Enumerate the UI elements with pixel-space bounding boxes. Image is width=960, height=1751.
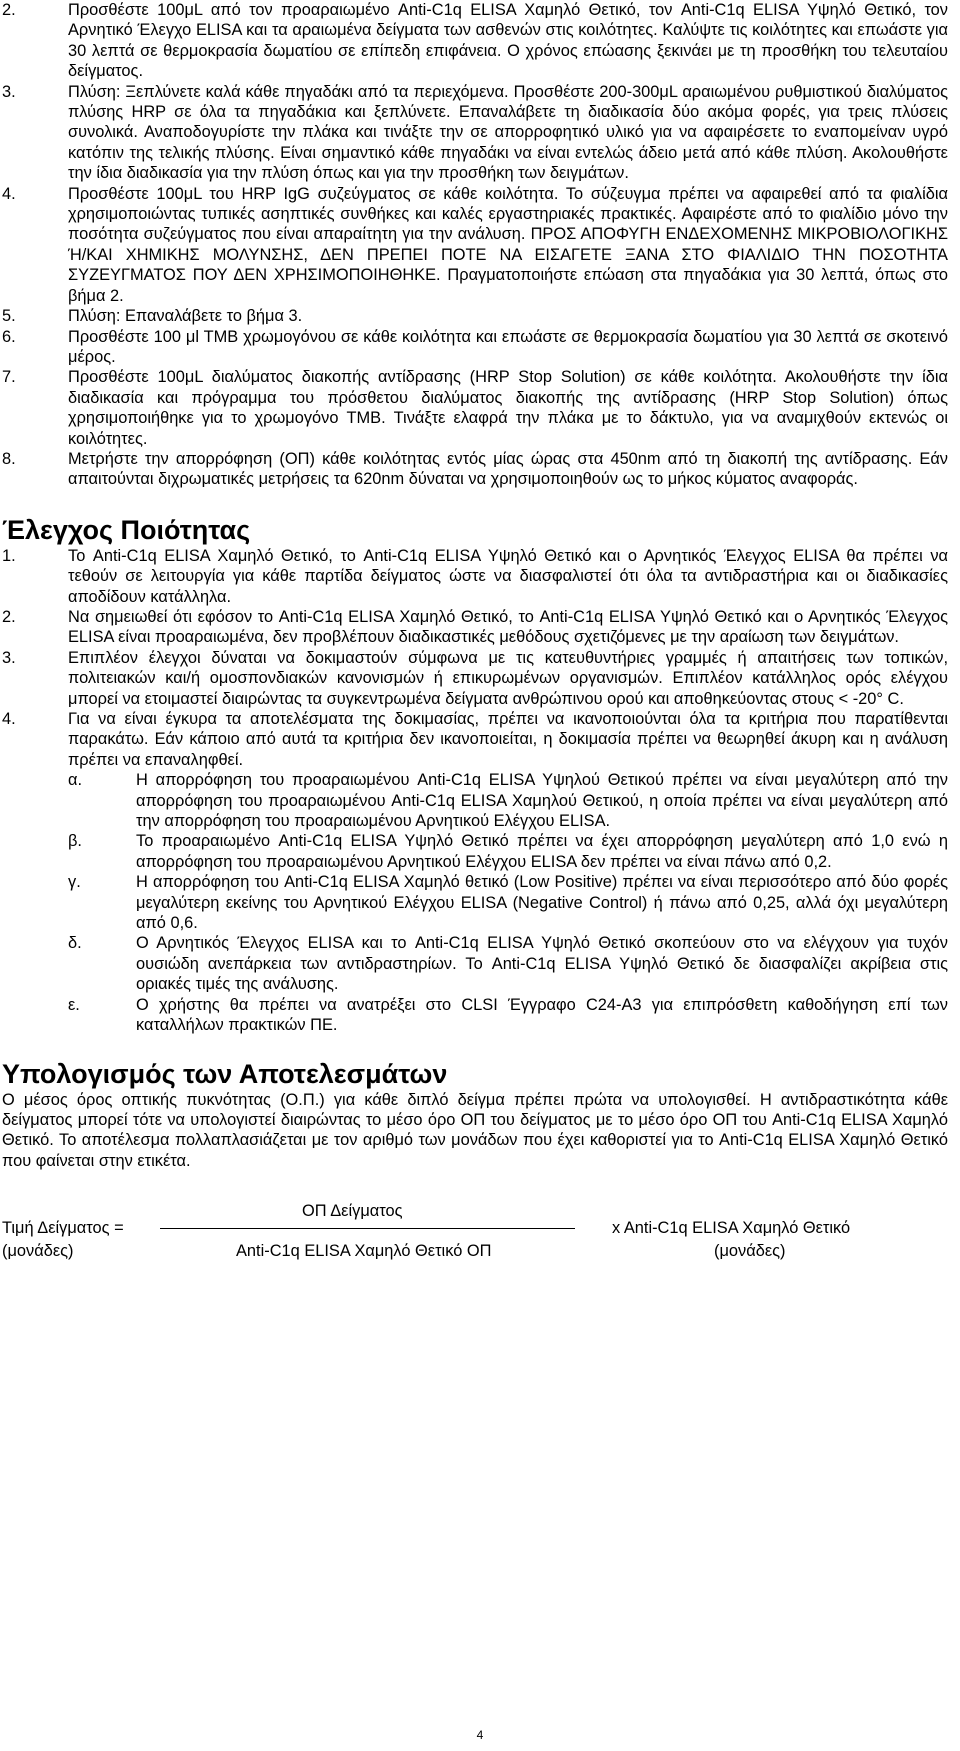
sub-item-letter: α.: [68, 771, 83, 790]
formula-numerator: ΟΠ Δείγματος: [302, 1202, 403, 1221]
list-item: [0, 327, 960, 368]
item-number: 3.: [2, 648, 16, 667]
sub-list-item: [0, 770, 960, 831]
list-item: [0, 82, 960, 184]
calc-heading: Υπολογισμός των Αποτελεσμάτων: [2, 1058, 448, 1089]
item-text: Προσθέστε 100μL του HRP IgG συζεύγματος σε κάθε κοιλότητα. Το σύζευγμα πρέπει να αφαιρεθεί από τα φιαλίδια χρησιμοποιώντας τυπικές ασηπτικές συνθήκες και καλές εργαστηριακές πρακτικές. Αφαιρέστε από το φιαλίδιο μόνο την ποσότητα συζεύγματος που είναι απαραίτητη για την ανάλυση. ΠΡΟΣ ΑΠΟΦΥΓΗ ΕΝΔΕΧΟΜΕΝΗΣ ΜΙΚΡΟΒΙΟΛΟΓΙΚΗΣ Ή/ΚΑΙ ΧΗΜΙΚΗΣ ΜΟΛΥΝΣΗΣ, ΔΕΝ ΠΡΕΠΕΙ ΠΟΤΕ ΝΑ ΕΙΣΑΓΕΤΕ ΞΑΝΑ ΣΤΟ ΦΙΑΛΙΔΙΟ ΤΗΝ ΠΟΣΟΤΗΤΑ ΣΥΖΕΥΓΜΑΤΟΣ ΠΟΥ ΔΕΝ ΧΡΗΣΙΜΟΠΟΙΗΘΗΚΕ. Πραγματοποιήστε επώαση στα πηγαδάκια για 30 λεπτά, όπως στο βήμα 2.: [68, 184, 948, 305]
sub-item-letter: ε.: [68, 995, 80, 1014]
list-item: [0, 648, 960, 709]
list-item: [0, 709, 960, 770]
formula-lhs: Τιμή Δείγματος =: [2, 1219, 124, 1238]
sub-list-item: [0, 831, 960, 872]
item-number: 7.: [2, 368, 16, 387]
item-text: Για να είναι έγκυρα τα αποτελέσματα της δοκιμασίας, πρέπει να ικανοποιούνται όλα τα κριτήρια που παρατίθενται παρακάτω. Εάν κάποιο από αυτά τα κριτήρια δεν ικανοποιείται, η δοκιμασία πρέπει να θεωρηθεί άκυρη και η ανάλυση πρέπει να επαναληφθεί.: [68, 710, 948, 769]
sub-item-letter: β.: [68, 832, 82, 851]
sub-list-item: [0, 933, 960, 994]
item-number: 2.: [2, 607, 16, 626]
qc-list: [0, 546, 960, 1036]
item-number: 4.: [2, 710, 16, 728]
item-number: 2.: [2, 1, 16, 19]
item-number: 4.: [2, 184, 16, 203]
sub-item-text: Ο χρήστης θα πρέπει να ανατρέξει στο CLSI Έγγραφο C24-A3 για επιπρόσθετη καθοδήγηση επί των καταλλήλων πρακτικών ΠΕ.: [136, 995, 948, 1035]
item-number: 6.: [2, 327, 16, 346]
item-number: 8.: [2, 449, 16, 468]
sub-item-text: Το προαραιωμένο Anti-C1q ELISA Υψηλό Θετικό πρέπει να έχει απορρόφηση μεγαλύτερη από 1,0 ενώ η απορρόφηση του προαραιωμένου Αρνητικού Ελέγχου ELISA δεν πρέπει να είναι πάνω από 0,2.: [136, 832, 948, 871]
item-number: 1.: [2, 546, 16, 565]
sub-list-item: [0, 872, 960, 933]
sub-item-text: Η απορρόφηση του προαραιωμένου Anti-C1q ELISA Υψηλού Θετικού πρέπει να είναι μεγαλύτερη από την απορρόφηση του προαραιωμένου Anti-C1q ELISA Χαμηλού Θετικού, η οποία πρέπει να είναι μεγαλύτερη από την απορρόφηση του προαραιωμένου Αρνητικού Ελέγχου ELISA.: [136, 771, 948, 831]
list-item: [0, 306, 960, 326]
sub-item-letter: γ.: [68, 873, 81, 892]
sub-list-item: [0, 995, 960, 1036]
item-number: 5.: [2, 307, 16, 326]
item-text: Το Anti-C1q ELISA Χαμηλό Θετικό, το Anti-C1q ELISA Υψηλό Θετικό και ο Αρνητικός Έλεγχος ELISA θα πρέπει να τεθούν σε λειτουργία για κάθε παρτίδα δείγματος ώστε να διασφαλιστεί ότι όλα τα αντιδραστήρια και οι διαδικασίες αποδίδουν κατάλληλα.: [68, 546, 948, 606]
formula-rhs-unit: (μονάδες): [714, 1242, 786, 1261]
list-item: [0, 367, 960, 449]
list-item: [0, 607, 960, 648]
sub-item-text: Ο Αρνητικός Έλεγχος ELISA και το Anti-C1q ELISA Υψηλό Θετικό σκοπεύουν στο να ελέγχουν για τυχόν ουσιώδη ανεπάρκεια των αντιδραστηρίων. Το Anti-C1q ELISA Υψηλό Θετικό δε διασφαλίζει ακρίβεια στις οριακές τιμές της ανάλυσης.: [136, 934, 948, 994]
list-item: [0, 449, 960, 490]
list-item: [0, 0, 960, 82]
formula-lhs-unit: (μονάδες): [2, 1242, 74, 1261]
sub-item-text: Η απορρόφηση του Anti-C1q ELISA Χαμηλό θετικό (Low Positive) πρέπει να είναι περισσότερο από δύο φορές μεγαλύτερη εκείνης του Αρνητικού Ελέγχου ELISA (Negative Control) ή πάνω από 0,25, αλλά όχι μεγαλύτερη από 0,6.: [136, 873, 948, 933]
qc-heading: Έλεγχος Ποιότητας: [2, 514, 251, 545]
formula-rhs: x Anti-C1q ELISA Χαμηλό Θετικό: [612, 1219, 851, 1238]
calc-paragraph: Ο μέσος όρος οπτικής πυκνότητας (Ο.Π.) για κάθε διπλό δείγμα πρέπει πρώτα να υπολογισθεί. Η αντιδραστικότητα κάθε δείγματος μπορεί τότε να υπολογιστεί διαιρώντας το μέσο όρο ΟΠ του δείγματος με το μέσο όρο ΟΠ του Anti-C1q ELISA Χαμηλό Θετικό. Το αποτέλεσμα πολλαπλασιάζεται με τον αριθμό των μονάδων που έχει καθοριστεί για το Anti-C1q ELISA Χαμηλό Θετικό που φαίνεται στην ετικέτα.: [2, 1090, 948, 1170]
item-text: Προσθέστε 100μL από τον προαραιωμένο Anti-C1q ELISA Χαμηλό Θετικό, τον Anti-C1q ELISA Υψηλό Θετικό, τον Αρνητικό Έλεγχο ELISA και τα αραιωμένα δείγματα των ασθενών στις κοιλότητες. Καλύψτε τις κοιλότητες και επωάστε για 30 λεπτά σε θερμοκρασία δωματίου σε επίπεδη επιφάνεια. Ο χρόνος επώασης ξεκινάει με τη προσθήκη του τελευταίου δείγματος.: [68, 1, 948, 81]
sub-item-letter: δ.: [68, 934, 82, 953]
fraction-line: [160, 1228, 575, 1229]
item-text: Προσθέστε 100μL διαλύματος διακοπής αντίδρασης (HRP Stop Solution) σε κάθε κοιλότητα. Ακολουθήστε την ίδια διαδικασία και πρόγραμμα του πρόσθετου διαλύματος διακοπής της αντίδρασης (HRP Stop Solution) όπως χρησιμοποιήθηκε για το χρωμογόνο TMB. Τινάξτε ελαφρά την πλάκα με το δάκτυλο, για να αναμιχθούν εκτενώς οι κοιλότητες.: [68, 368, 948, 448]
procedure-list: [0, 0, 960, 490]
item-text: Να σημειωθεί ότι εφόσον το Anti-C1q ELISA Χαμηλό Θετικό, το Anti-C1q ELISA Υψηλό Θετικό και ο Αρνητικός Έλεγχος ELISA είναι προαραιωμένα, δεν προβλέπουν διαδικαστικές μεθόδους σχετιζόμενες με την αραίωση των δειγμάτων.: [68, 607, 948, 647]
list-item: [0, 546, 960, 607]
item-text: Πλύση: Επαναλάβετε το βήμα 3.: [68, 307, 303, 326]
page-number: 4: [476, 1728, 484, 1742]
item-text: Πλύση: Ξεπλύνετε καλά κάθε πηγαδάκι από τα περιεχόμενα. Προσθέστε 200-300μL αραιωμένου ρυθμιστικού διαλύματος πλύσης HRP σε όλα τα πηγαδάκια και ξεπλύνετε. Επαναλάβετε τη διαδικασία δύο ακόμα φορές, για τρεις πλύσεις συνολικά. Αναποδογυρίστε την πλάκα και τινάξτε την σε απορροφητικό υλικό για να αφαιρέσετε το εναπομείναν υγρό κατόπιν της τελικής πλύσης. Είναι σημαντικό κάθε πηγαδάκι να είναι εντελώς άδειο μετά από κάθε πλύση. Ακολουθήστε την ίδια διαδικασία για την πλύση όπως και για την προσθήκη των δειγμάτων.: [68, 82, 948, 183]
item-text: Επιπλέον έλεγχοι δύναται να δοκιμαστούν σύμφωνα με τις κατευθυντήριες γραμμές ή απαιτήσεις των τοπικών, πολιτειακών και/ή ομοσπονδιακών κανονισμών ή επικυρωμένων οργανισμών. Επιπλέον κατάλληλος ορός ελέγχου μπορεί να ετοιμαστεί διαιρώντας τα συγκεντρωμένα δείγματα ανθρώπινου ορού και αποθηκεύοντας στους < -20° C.: [68, 648, 948, 708]
item-number: 3.: [2, 82, 16, 101]
formula-denominator: Anti-C1q ELISA Χαμηλό Θετικό ΟΠ: [236, 1242, 492, 1261]
item-text: Προσθέστε 100 μl TMB χρωμογόνου σε κάθε κοιλότητα και επωάστε σε θερμοκρασία δωματίου για 30 λεπτά σε σκοτεινό μέρος.: [68, 327, 948, 366]
item-text: Μετρήστε την απορρόφηση (ΟΠ) κάθε κοιλότητας εντός μίας ώρας στα 450nm από τη διακοπή της αντίδρασης. Εάν απαιτούνται διχρωματικές μετρήσεις τα 620nm δύναται να χρησιμοποιηθούν ως το μήκος κύματος αναφοράς.: [68, 449, 948, 489]
list-item: [0, 184, 960, 306]
formula: [0, 1187, 960, 1269]
